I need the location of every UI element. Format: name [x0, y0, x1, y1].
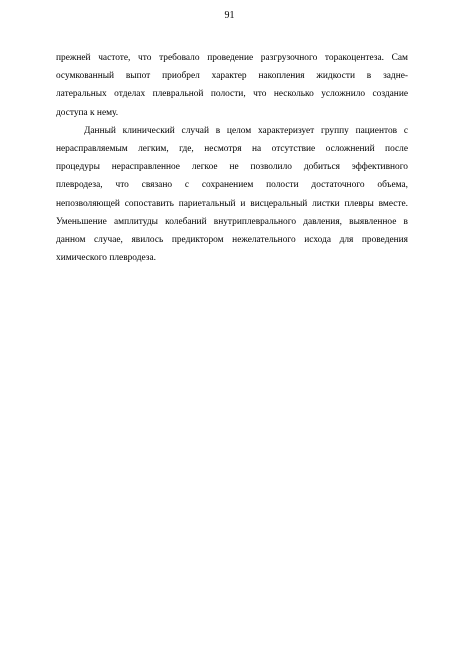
text-line: нерасправляемым легким, где, несмотря на отсутствие осложнений после	[56, 143, 408, 154]
text-line: Уменьшение амплитуды колебаний внутриплеврального давления, выявленное в	[56, 216, 408, 227]
text-line: прежней частоте, что требовало проведение разгрузочного торакоцентеза. Сам	[56, 53, 408, 63]
paragraph-1	[56, 49, 408, 122]
text-line: латеральных отделах плевральной полости, что несколько усложнило создание	[56, 89, 408, 100]
text-line: осумкованный выпот приобрел характер накопления жидкости в задне-	[56, 71, 408, 82]
paragraph-2	[56, 122, 408, 268]
text-line: плевродеза, что связано с сохранением полости достаточного объема,	[56, 180, 408, 191]
text-line: доступа к нему.	[56, 107, 119, 118]
text-line: химического плевродеза.	[56, 253, 156, 264]
text-line: процедуры нерасправленное легкое не позволило добиться эффективного	[56, 162, 408, 173]
text-line: данном случае, явилось предиктором нежелательного исхода для проведения	[56, 234, 408, 245]
text-line: Данный клинический случай в целом характеризует группу пациентов с	[84, 125, 408, 136]
body-text	[56, 49, 408, 267]
text-line: непозволяющей сопоставить париетальный и висцеральный листки плевры вместе.	[56, 198, 408, 209]
page-number: 91	[224, 10, 235, 21]
